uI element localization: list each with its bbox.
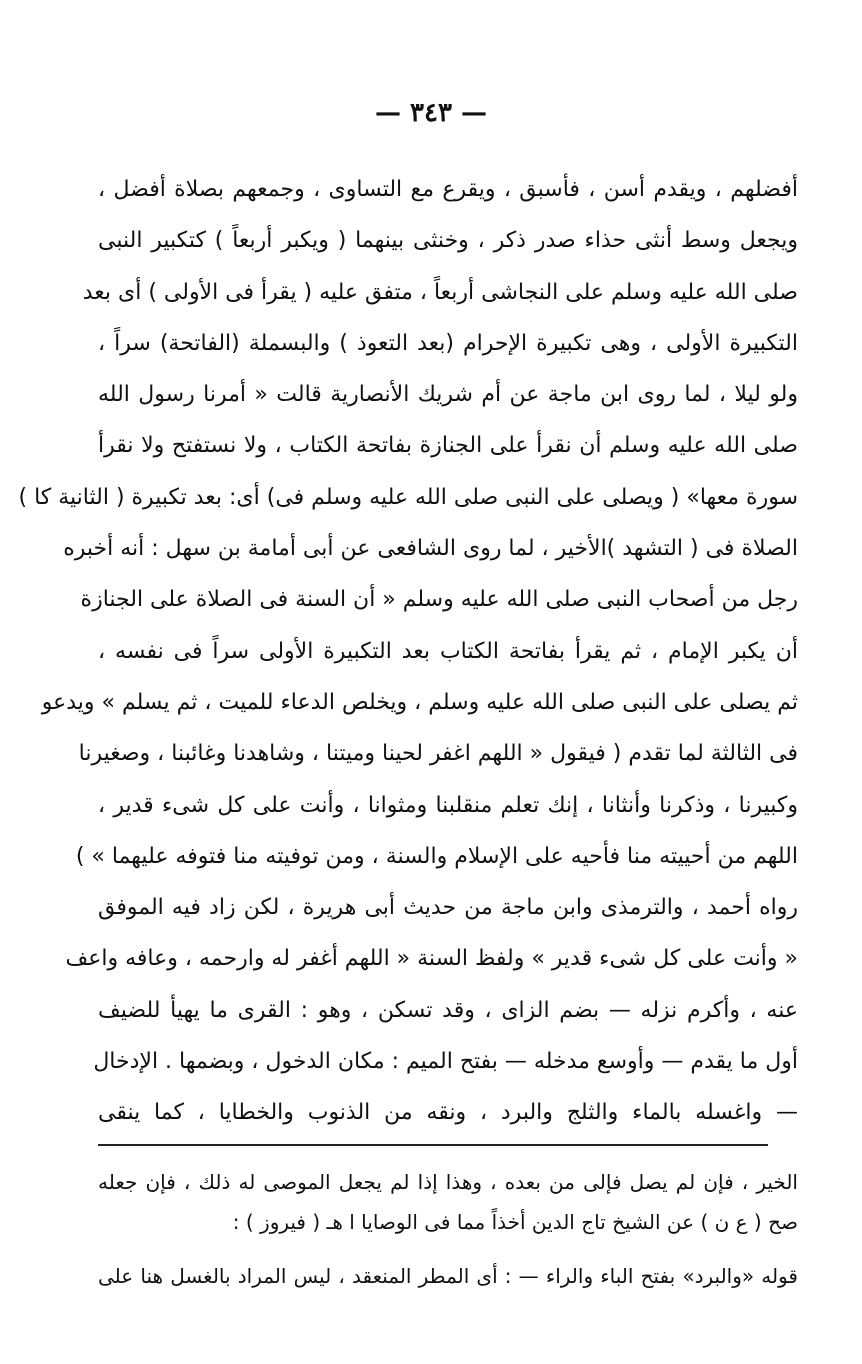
- page-number: — ٣٤٣ —: [374, 98, 488, 128]
- main-text-block: [18, 164, 798, 1139]
- text-line: الصلاة فى ( التشهد )الأخير ، لما روى الشافعى عن أبى أمامة بن سهل : أنه أخبره: [63, 536, 798, 562]
- text-line: أول ما يقدم — وأوسع مدخله — بفتح الميم : مكان الدخول ، وبضمها . الإدخال: [93, 1049, 798, 1075]
- text-line: رجل من أصحاب النبى صلى الله عليه وسلم « أن السنة فى الصلاة على الجنازة: [80, 587, 798, 613]
- text-line: التكبيرة الأولى ، وهى تكبيرة الإحرام (بعد التعوذ ) والبسملة (الفاتحة) سراً ،: [98, 330, 798, 356]
- footnote-line: الخير ، فإن لم يصل فإلى من بعده ، وهذا إذا لم يجعل الموصى له ذلك ، فإن جعله: [98, 1170, 798, 1194]
- text-line: أفضلهم ، ويقدم أسن ، فأسبق ، ويقرع مع التساوى ، وجمعهم بصلاة أفضل ،: [98, 177, 798, 202]
- text-line: فى الثالثة لما تقدم ( فيقول « اللهم اغفر لحينا وميتنا ، وشاهدنا وغائبنا ، وصغيرنا: [78, 741, 798, 767]
- footnote-divider: [98, 1144, 768, 1146]
- text-line: صلى الله عليه وسلم أن نقرأ على الجنازة بفاتحة الكتاب ، ولا نستفتح ولا نقرأ: [98, 433, 798, 459]
- footnote-line: قوله «والبرد» بفتح الباء والراء — : أى المطر المنعقد ، ليس المراد بالغسل هنا على: [98, 1264, 798, 1288]
- text-line: صلى الله عليه وسلم على النجاشى أربعاً ، متفق عليه ( يقرأ فى الأولى ) أى بعد: [82, 279, 798, 305]
- text-line: عنه ، وأكرم نزله — بضم الزاى ، وقد تسكن ، وهو : القرى ما يهيأ للضيف: [98, 997, 798, 1023]
- text-line: وكبيرنا ، وذكرنا وأنثانا ، إنك تعلم منقلبنا ومثوانا ، وأنت على كل شىء قدير ،: [98, 792, 798, 818]
- text-line: أن يكبر الإمام ، ثم يقرأ بفاتحة الكتاب بعد التكبيرة الأولى سراً فى نفسه ،: [98, 638, 798, 664]
- footnote-line: صح ( ع ن ) عن الشيخ تاج الدين أخذاً مما فى الوصايا ا هـ ( فيروز ) :: [232, 1210, 798, 1234]
- text-line: — واغسله بالماء والثلج والبرد ، ونقه من الذنوب والخطايا ، كما ينقى: [98, 1100, 798, 1126]
- footnotes-block: [98, 1162, 798, 1296]
- text-line: ثم يصلى على النبى صلى الله عليه وسلم ، ويخلص الدعاء للميت ، ثم يسلم » ويدعو: [41, 689, 798, 715]
- text-line: ولو ليلا ، لما روى ابن ماجة عن أم شريك الأنصارية قالت « أمرنا رسول الله: [98, 382, 798, 408]
- text-line: رواه أحمد ، والترمذى وابن ماجة من حديث أبى هريرة ، لكن زاد فيه الموفق: [98, 895, 798, 921]
- text-line: اللهم من أحييته منا فأحيه على الإسلام والسنة ، ومن توفيته منا فتوفه عليهما » ): [75, 843, 798, 869]
- footnote-gap: [98, 1242, 798, 1256]
- text-line: ويجعل وسط أنثى حذاء صدر ذكر ، وخنثى بينهما ( ويكبر أربعاً ) كتكبير النبى: [98, 228, 798, 254]
- text-line: « وأنت على كل شىء قدير » ولفظ السنة « اللهم أغفر له وارحمه ، وعافه واعف: [65, 946, 798, 972]
- text-line: سورة معها» ( ويصلى على النبى صلى الله عليه وسلم فى) أى: بعد تكبيرة ( الثانية كا ): [18, 484, 798, 510]
